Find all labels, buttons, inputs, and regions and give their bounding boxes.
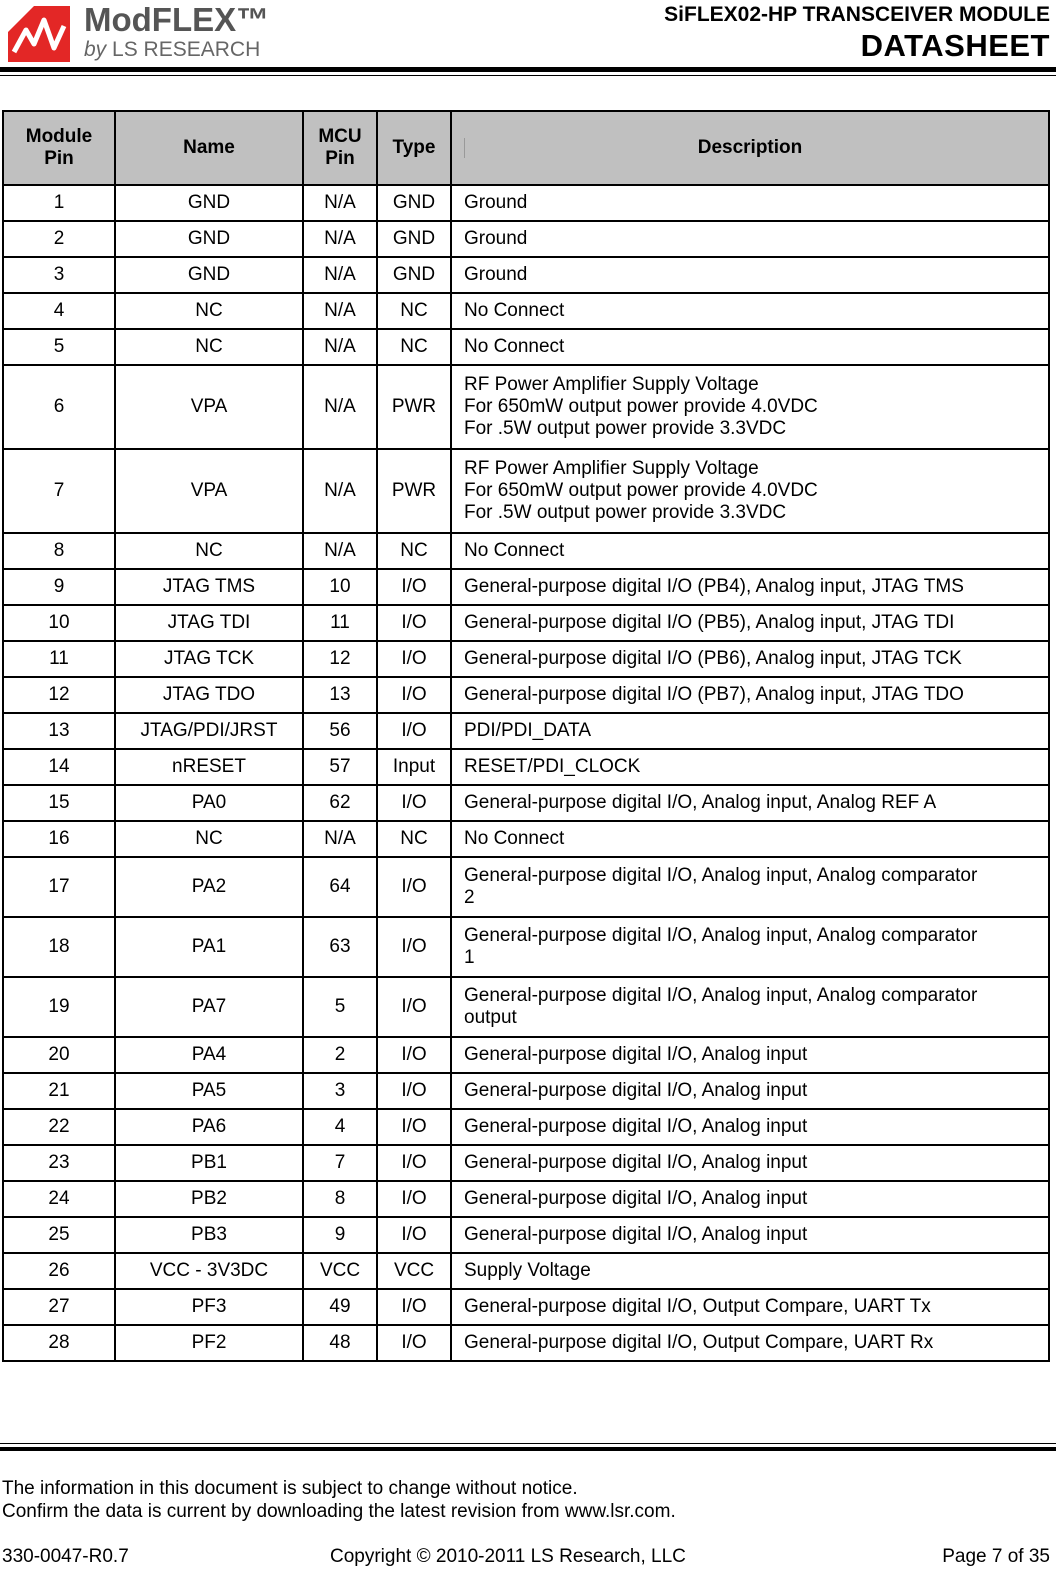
col-mcu-pin: MCU Pin	[303, 111, 377, 185]
cell-type: GND	[377, 221, 451, 257]
cell-mcu-pin: 4	[303, 1109, 377, 1145]
cell-module-pin: 8	[3, 533, 115, 569]
cell-type: I/O	[377, 569, 451, 605]
description-line: General-purpose digital I/O (PB5), Analog input, JTAG TDI	[464, 612, 955, 633]
cell-name: JTAG/PDI/JRST	[115, 713, 303, 749]
table-row	[3, 1217, 1049, 1253]
document-title	[664, 2, 1050, 64]
cell-type: I/O	[377, 1325, 451, 1361]
cell-mcu-pin: 56	[303, 713, 377, 749]
cell-module-pin: 9	[3, 569, 115, 605]
cell-type: I/O	[377, 677, 451, 713]
table-row	[3, 293, 1049, 329]
cell-type: I/O	[377, 605, 451, 641]
cell-type: I/O	[377, 1145, 451, 1181]
table-row	[3, 713, 1049, 749]
cell-module-pin: 19	[3, 977, 115, 1037]
table-row	[3, 533, 1049, 569]
cell-module-pin: 18	[3, 917, 115, 977]
cell-module-pin: 15	[3, 785, 115, 821]
description-line: No Connect	[464, 540, 565, 561]
cell-module-pin: 22	[3, 1109, 115, 1145]
header-rule-thin	[0, 75, 1056, 76]
cell-module-pin: 27	[3, 1289, 115, 1325]
table-row	[3, 917, 1049, 977]
cell-type: I/O	[377, 1037, 451, 1073]
cell-name: PF3	[115, 1289, 303, 1325]
cell-type: VCC	[377, 1253, 451, 1289]
document-title-datasheet: DATASHEET	[860, 28, 1050, 63]
table-header-row	[3, 111, 1049, 185]
brand-name: ModFLEX™	[84, 1, 270, 38]
description-line: General-purpose digital I/O, Analog input	[464, 1188, 808, 1209]
cell-type: NC	[377, 533, 451, 569]
cell-mcu-pin: 11	[303, 605, 377, 641]
description-line: General-purpose digital I/O, Analog input, Analog REF A	[464, 792, 937, 813]
description-line: RF Power Amplifier Supply Voltage	[464, 374, 759, 395]
cell-module-pin: 20	[3, 1037, 115, 1073]
description-line: Supply Voltage	[464, 1260, 591, 1281]
cell-module-pin: 26	[3, 1253, 115, 1289]
description-line: RESET/PDI_CLOCK	[464, 756, 641, 777]
cell-type: I/O	[377, 977, 451, 1037]
cell-name: NC	[115, 329, 303, 365]
pin-table-body	[3, 185, 1049, 1361]
cell-type: I/O	[377, 1109, 451, 1145]
cell-mcu-pin: N/A	[303, 293, 377, 329]
cell-description	[451, 221, 1049, 257]
cell-mcu-pin: N/A	[303, 821, 377, 857]
cell-description	[451, 257, 1049, 293]
table-row	[3, 365, 1049, 449]
cell-type: I/O	[377, 785, 451, 821]
description-line: General-purpose digital I/O, Output Compare, UART Tx	[464, 1296, 931, 1317]
table-row	[3, 821, 1049, 857]
cell-description	[451, 605, 1049, 641]
cell-description	[451, 857, 1049, 917]
footer-notice	[2, 1477, 676, 1523]
cell-type: I/O	[377, 713, 451, 749]
cell-type: I/O	[377, 857, 451, 917]
footer-rule-thin	[0, 1443, 1056, 1444]
table-row	[3, 1145, 1049, 1181]
cell-type: I/O	[377, 917, 451, 977]
cell-name: NC	[115, 293, 303, 329]
cell-description	[451, 977, 1049, 1037]
cell-mcu-pin: 48	[303, 1325, 377, 1361]
pin-table	[2, 110, 1050, 1362]
description-line: General-purpose digital I/O, Analog input	[464, 1116, 808, 1137]
cell-description	[451, 749, 1049, 785]
cell-description	[451, 533, 1049, 569]
cell-type: NC	[377, 329, 451, 365]
table-row	[3, 1253, 1049, 1289]
copyright: Copyright © 2010-2011 LS Research, LLC	[330, 1546, 686, 1567]
description-line: General-purpose digital I/O, Output Compare, UART Rx	[464, 1332, 934, 1353]
description-line: General-purpose digital I/O, Analog input, Analog comparator	[464, 925, 978, 946]
cell-mcu-pin: 62	[303, 785, 377, 821]
cell-module-pin: 13	[3, 713, 115, 749]
cell-name: PF2	[115, 1325, 303, 1361]
header-rule	[0, 67, 1056, 72]
cell-mcu-pin: N/A	[303, 533, 377, 569]
cell-mcu-pin: 49	[303, 1289, 377, 1325]
description-line: For 650mW output power provide 4.0VDC	[464, 396, 818, 417]
cell-description	[451, 449, 1049, 533]
description-line: For .5W output power provide 3.3VDC	[464, 502, 787, 523]
table-row	[3, 641, 1049, 677]
cell-name: GND	[115, 221, 303, 257]
cell-mcu-pin: N/A	[303, 185, 377, 221]
cell-name: PA4	[115, 1037, 303, 1073]
cell-description	[451, 917, 1049, 977]
cell-mcu-pin: 57	[303, 749, 377, 785]
notice-line-1: The information in this document is subject to change without notice.	[2, 1478, 578, 1499]
cell-type: I/O	[377, 641, 451, 677]
table-row	[3, 977, 1049, 1037]
cell-module-pin: 11	[3, 641, 115, 677]
table-row	[3, 785, 1049, 821]
cell-description	[451, 713, 1049, 749]
cell-description	[451, 569, 1049, 605]
table-row	[3, 605, 1049, 641]
table-row	[3, 677, 1049, 713]
cell-name: PA2	[115, 857, 303, 917]
description-line: 1	[464, 947, 475, 968]
cell-name: PA5	[115, 1073, 303, 1109]
table-row	[3, 1181, 1049, 1217]
modflex-logo-icon	[4, 2, 74, 62]
cell-mcu-pin: N/A	[303, 449, 377, 533]
description-line: General-purpose digital I/O, Analog input	[464, 1044, 808, 1065]
cell-mcu-pin: N/A	[303, 221, 377, 257]
cell-name: PA6	[115, 1109, 303, 1145]
page-number: Page 7 of 35	[942, 1546, 1050, 1567]
cell-module-pin: 21	[3, 1073, 115, 1109]
cell-module-pin: 24	[3, 1181, 115, 1217]
cell-name: VPA	[115, 449, 303, 533]
description-line: General-purpose digital I/O, Analog input	[464, 1224, 808, 1245]
cell-type: GND	[377, 257, 451, 293]
table-row	[3, 1289, 1049, 1325]
cell-type: PWR	[377, 449, 451, 533]
table-row	[3, 1073, 1049, 1109]
cell-mcu-pin: N/A	[303, 329, 377, 365]
cell-module-pin: 28	[3, 1325, 115, 1361]
cell-name: NC	[115, 533, 303, 569]
cell-module-pin: 4	[3, 293, 115, 329]
cell-description	[451, 293, 1049, 329]
cell-mcu-pin: 2	[303, 1037, 377, 1073]
cell-name: VCC - 3V3DC	[115, 1253, 303, 1289]
description-line: PDI/PDI_DATA	[464, 720, 592, 741]
col-name: Name	[115, 111, 303, 185]
cell-description	[451, 641, 1049, 677]
cell-description	[451, 1325, 1049, 1361]
cell-name: VPA	[115, 365, 303, 449]
table-row	[3, 185, 1049, 221]
cell-type: I/O	[377, 1181, 451, 1217]
table-row	[3, 1037, 1049, 1073]
cell-module-pin: 6	[3, 365, 115, 449]
cell-mcu-pin: 64	[303, 857, 377, 917]
table-row	[3, 1109, 1049, 1145]
cell-mcu-pin: N/A	[303, 257, 377, 293]
cell-name: GND	[115, 257, 303, 293]
cell-mcu-pin: 8	[303, 1181, 377, 1217]
description-line: General-purpose digital I/O, Analog input	[464, 1080, 808, 1101]
cell-description	[451, 1289, 1049, 1325]
cell-name: PB3	[115, 1217, 303, 1253]
cell-name: NC	[115, 821, 303, 857]
table-row	[3, 569, 1049, 605]
cell-mcu-pin: 9	[303, 1217, 377, 1253]
col-type: Type	[377, 111, 451, 185]
cell-name: JTAG TCK	[115, 641, 303, 677]
cell-description	[451, 1181, 1049, 1217]
cell-type: Input	[377, 749, 451, 785]
cell-mcu-pin: 63	[303, 917, 377, 977]
cell-description	[451, 677, 1049, 713]
cell-description	[451, 365, 1049, 449]
cell-mcu-pin: 7	[303, 1145, 377, 1181]
description-line: For 650mW output power provide 4.0VDC	[464, 480, 818, 501]
cell-name: PA0	[115, 785, 303, 821]
table-row	[3, 329, 1049, 365]
document-number: 330-0047-R0.7	[2, 1546, 129, 1567]
cell-module-pin: 12	[3, 677, 115, 713]
description-line: General-purpose digital I/O, Analog input	[464, 1152, 808, 1173]
cell-name: JTAG TDO	[115, 677, 303, 713]
cell-module-pin: 16	[3, 821, 115, 857]
cell-type: I/O	[377, 1073, 451, 1109]
cell-name: JTAG TMS	[115, 569, 303, 605]
cell-module-pin: 23	[3, 1145, 115, 1181]
cell-type: NC	[377, 293, 451, 329]
description-line: For .5W output power provide 3.3VDC	[464, 418, 787, 439]
description-line: General-purpose digital I/O (PB6), Analog input, JTAG TCK	[464, 648, 962, 669]
description-line: General-purpose digital I/O (PB7), Analog input, JTAG TDO	[464, 684, 964, 705]
cell-type: NC	[377, 821, 451, 857]
table-row	[3, 1325, 1049, 1361]
notice-line-2: Confirm the data is current by downloading the latest revision from www.lsr.com.	[2, 1501, 676, 1522]
description-line: General-purpose digital I/O, Analog input, Analog comparator	[464, 865, 978, 886]
description-line: Ground	[464, 228, 528, 249]
description-line: No Connect	[464, 300, 565, 321]
table-row	[3, 857, 1049, 917]
document-title-module: SiFLEX02-HP TRANSCEIVER MODULE	[664, 3, 1050, 26]
cell-module-pin: 2	[3, 221, 115, 257]
table-row	[3, 257, 1049, 293]
cell-module-pin: 14	[3, 749, 115, 785]
cell-type: I/O	[377, 1217, 451, 1253]
cell-description	[451, 1253, 1049, 1289]
description-line: Ground	[464, 264, 528, 285]
description-line: output	[464, 1007, 517, 1028]
description-line: 2	[464, 887, 475, 908]
cell-mcu-pin: N/A	[303, 365, 377, 449]
description-line: RF Power Amplifier Supply Voltage	[464, 458, 759, 479]
cell-mcu-pin: 13	[303, 677, 377, 713]
cell-description	[451, 1073, 1049, 1109]
description-line: No Connect	[464, 828, 565, 849]
description-line: No Connect	[464, 336, 565, 357]
cell-module-pin: 17	[3, 857, 115, 917]
cell-type: GND	[377, 185, 451, 221]
table-row	[3, 221, 1049, 257]
cell-module-pin: 10	[3, 605, 115, 641]
cell-name: nRESET	[115, 749, 303, 785]
cell-type: I/O	[377, 1289, 451, 1325]
cell-description	[451, 821, 1049, 857]
cell-mcu-pin: 12	[303, 641, 377, 677]
cell-name: GND	[115, 185, 303, 221]
cell-mcu-pin: 3	[303, 1073, 377, 1109]
cell-description	[451, 1037, 1049, 1073]
cell-name: PB1	[115, 1145, 303, 1181]
cell-name: PB2	[115, 1181, 303, 1217]
cell-mcu-pin: VCC	[303, 1253, 377, 1289]
table-row	[3, 749, 1049, 785]
col-module-pin: Module Pin	[3, 111, 115, 185]
cell-module-pin: 25	[3, 1217, 115, 1253]
cell-description	[451, 1109, 1049, 1145]
cell-description	[451, 785, 1049, 821]
description-line: General-purpose digital I/O, Analog input, Analog comparator	[464, 985, 978, 1006]
cell-type: PWR	[377, 365, 451, 449]
description-line: General-purpose digital I/O (PB4), Analog input, JTAG TMS	[464, 576, 964, 597]
cell-description	[451, 185, 1049, 221]
cell-description	[451, 1217, 1049, 1253]
cell-description	[451, 329, 1049, 365]
description-line: Ground	[464, 192, 528, 213]
cell-name: JTAG TDI	[115, 605, 303, 641]
table-row	[3, 449, 1049, 533]
cell-mcu-pin: 10	[303, 569, 377, 605]
cell-module-pin: 5	[3, 329, 115, 365]
col-description: Description	[451, 111, 1049, 185]
cell-module-pin: 1	[3, 185, 115, 221]
brand-by: by	[84, 38, 107, 61]
cell-module-pin: 3	[3, 257, 115, 293]
cell-name: PA1	[115, 917, 303, 977]
brand-company: LS RESEARCH	[112, 38, 261, 61]
footer-rule	[0, 1447, 1056, 1451]
cell-name: PA7	[115, 977, 303, 1037]
cell-description	[451, 1145, 1049, 1181]
brand-tagline	[84, 38, 260, 62]
cell-mcu-pin: 5	[303, 977, 377, 1037]
modflex-logo	[4, 2, 294, 64]
cell-module-pin: 7	[3, 449, 115, 533]
